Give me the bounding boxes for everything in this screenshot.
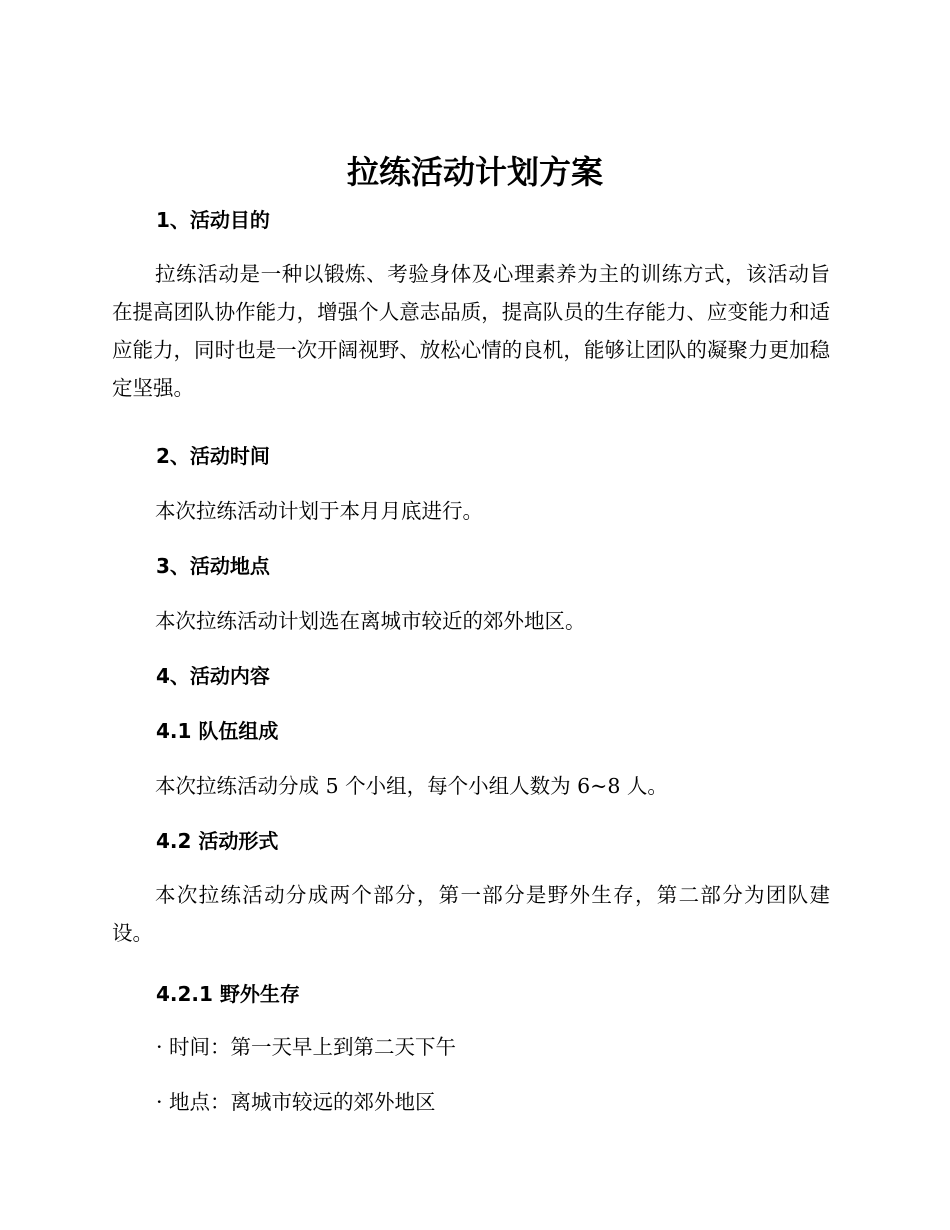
section-body-form: 本次拉练活动分成两个部分，第一部分是野外生存，第二部分为团队建设。 bbox=[112, 883, 830, 945]
section-heading-purpose: 1、活动目的 bbox=[156, 208, 270, 232]
section-heading-location: 3、活动地点 bbox=[156, 554, 270, 578]
section-body-time: 本次拉练活动计划于本月月底进行。 bbox=[155, 499, 484, 523]
section-heading-team: 4.1 队伍组成 bbox=[156, 719, 279, 743]
document-title: 拉练活动计划方案 bbox=[346, 153, 603, 191]
section-body-team: 本次拉练活动分成 5 个小组，每个小组人数为 6~8 人。 bbox=[155, 774, 668, 798]
section-heading-content: 4、活动内容 bbox=[156, 664, 270, 688]
section-heading-form: 4.2 活动形式 bbox=[156, 829, 279, 853]
section-body-purpose: 拉练活动是一种以锻炼、考验身体及心理素养为主的训练方式，该活动旨在提高团队协作能力，增强个人意志品质，提高队员的生存能力、应变能力和适应能力，同时也是一次开阔视野、放松心情的良机，能够让团队的凝聚力更加稳定坚强。 bbox=[112, 262, 830, 400]
survival-place-line: · 地点：离城市较远的郊外地区 bbox=[156, 1090, 436, 1114]
section-body-location: 本次拉练活动计划选在离城市较近的郊外地区。 bbox=[155, 609, 586, 633]
section-heading-survival: 4.2.1 野外生存 bbox=[156, 982, 300, 1006]
section-heading-time: 2、活动时间 bbox=[156, 444, 270, 468]
survival-time-line: · 时间：第一天早上到第二天下午 bbox=[156, 1035, 457, 1059]
